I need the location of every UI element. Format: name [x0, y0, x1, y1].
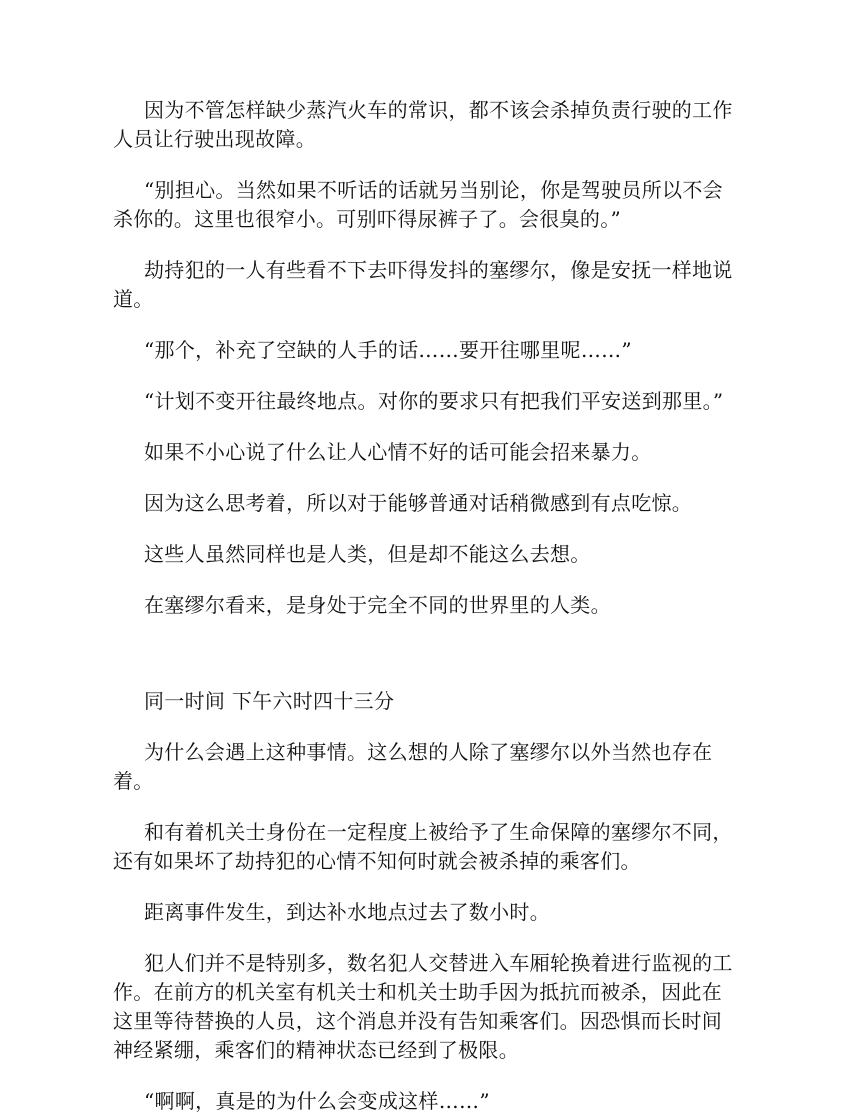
dialogue-paragraph: “那个，补充了空缺的人手的话……要开往哪里呢……” — [144, 338, 632, 362]
paragraph-gap — [113, 416, 738, 438]
paragraph-gap — [113, 1065, 738, 1087]
paragraph: 这些人虽然同样也是人类，但是却不能这么去想。 — [144, 542, 591, 566]
paragraph-gap — [113, 716, 738, 738]
paragraph-gap — [113, 927, 738, 949]
paragraph-gap — [113, 876, 738, 898]
paragraph: 劫持犯的一人有些看不下去吓得发抖的塞缪尔，像是安抚一样地说道。 — [113, 258, 733, 311]
paragraph: 为什么会遇上这种事情。这么想的人除了塞缪尔以外当然也存在着。 — [113, 740, 713, 793]
paragraph: 在塞缪尔看来，是身处于完全不同的世界里的人类。 — [144, 593, 611, 617]
dialogue-paragraph: “计划不变开往最终地点。对你的要求只有把我们平安送到那里。” — [144, 389, 724, 413]
paragraph-gap — [113, 467, 738, 489]
paragraph-gap — [113, 365, 738, 387]
paragraph-gap — [113, 796, 738, 818]
section-heading: 同一时间 下午六时四十三分 — [144, 689, 395, 713]
paragraph: 和有着机关士身份在一定程度上被给予了生命保障的塞缪尔不同，还有如果坏了劫持犯的心情不知何时就会被杀掉的乘客们。 — [113, 820, 733, 873]
dialogue-paragraph: “啊啊，真是的为什么会变成这样……” — [144, 1089, 490, 1113]
paragraph: 距离事件发生，到达补水地点过去了数小时。 — [144, 900, 550, 924]
section-break — [113, 620, 738, 687]
paragraph: 因为不管怎样缺少蒸汽火车的常识，都不该会杀掉负责行驶的工作人员让行驶出现故障。 — [113, 98, 733, 151]
dialogue-paragraph: “别担心。当然如果不听话的话就另当别论，你是驾驶员所以不会杀你的。这里也很窄小。可别吓得尿裤子了。会很臭的。” — [113, 178, 723, 231]
paragraph-gap — [113, 518, 738, 540]
paragraph: 如果不小心说了什么让人心情不好的话可能会招来暴力。 — [144, 440, 652, 464]
paragraph-gap — [113, 154, 738, 176]
paragraph: 因为这么思考着，所以对于能够普通对话稍微感到有点吃惊。 — [144, 491, 693, 515]
paragraph-gap — [113, 234, 738, 256]
paragraph-gap — [113, 314, 738, 336]
paragraph-gap — [113, 569, 738, 591]
paragraph: 犯人们并不是特别多，数名犯人交替进入车厢轮换着进行监视的工作。在前方的机关室有机关士和机关士助手因为抵抗而被杀，因此在这里等待替换的人员，这个消息并没有告知乘客们。因恐惧而长时间神经紧绷，乘客们的精神状态已经到了极限。 — [113, 951, 733, 1062]
